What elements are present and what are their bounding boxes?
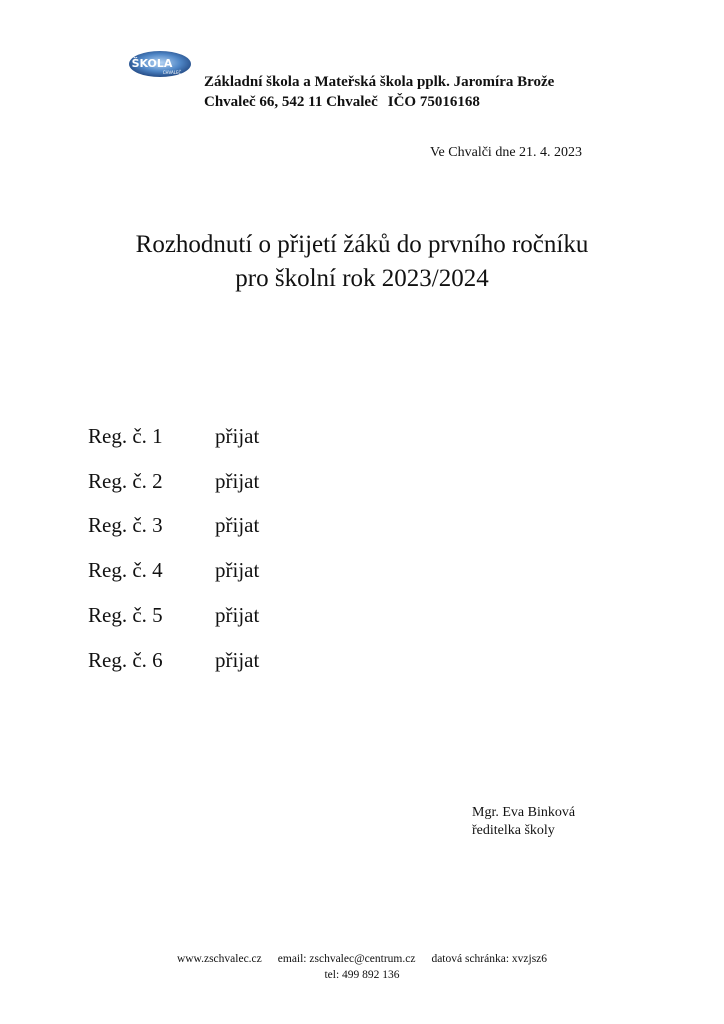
place-date: Ve Chvalči dne 21. 4. 2023: [430, 145, 583, 160]
result-row: [88, 593, 259, 638]
result-row: [88, 638, 259, 683]
signatory-name: Mgr. Eva Binková: [472, 805, 576, 820]
registration-number: Reg. č. 3: [88, 513, 163, 538]
document-title-line1: Rozhodnutí o přijetí žáků do prvního ročníku: [135, 231, 589, 258]
logo-text: ŠKOLA: [131, 57, 173, 70]
school-name: Základní škola a Mateřská škola pplk. Jaromíra Brože: [204, 74, 555, 90]
admission-status: přijat: [215, 603, 260, 628]
result-row: [88, 459, 259, 504]
admission-status: přijat: [215, 513, 260, 538]
footer-databox: datová schránka: xvzjsz6: [431, 953, 548, 965]
registration-number: Reg. č. 1: [88, 423, 163, 448]
registration-number: Reg. č. 4: [88, 558, 163, 583]
footer-contacts: [0, 951, 724, 967]
admission-status: přijat: [215, 558, 260, 583]
admission-status: přijat: [215, 468, 260, 493]
result-row: [88, 504, 259, 549]
document-title-line2: pro školní rok 2023/2024: [235, 265, 489, 292]
school-address-line: [204, 92, 554, 112]
school-logo: [128, 50, 192, 78]
admission-results: [88, 414, 259, 683]
logo-subtext: CHVALEČ: [162, 70, 182, 75]
registration-number: Reg. č. 5: [88, 603, 163, 628]
result-row: [88, 414, 259, 459]
school-address: Chvaleč 66, 542 11 Chvaleč: [204, 94, 378, 110]
signatory-role: ředitelka školy: [472, 823, 555, 838]
school-logo-graphic: [128, 50, 192, 78]
school-header: [204, 72, 554, 112]
footer-phone: tel: 499 892 136: [324, 969, 400, 981]
registration-number: Reg. č. 2: [88, 468, 163, 493]
page-footer: [0, 951, 724, 983]
footer-email: email: zschvalec@centrum.cz: [277, 953, 416, 965]
document-title: [0, 228, 724, 296]
footer-website: www.zschvalec.cz: [176, 953, 262, 965]
school-ico: IČO 75016168: [387, 94, 480, 110]
registration-number: Reg. č. 6: [88, 647, 163, 672]
signature-block: [472, 804, 575, 840]
result-row: [88, 548, 259, 593]
admission-status: přijat: [215, 423, 260, 448]
admission-status: přijat: [215, 647, 260, 672]
